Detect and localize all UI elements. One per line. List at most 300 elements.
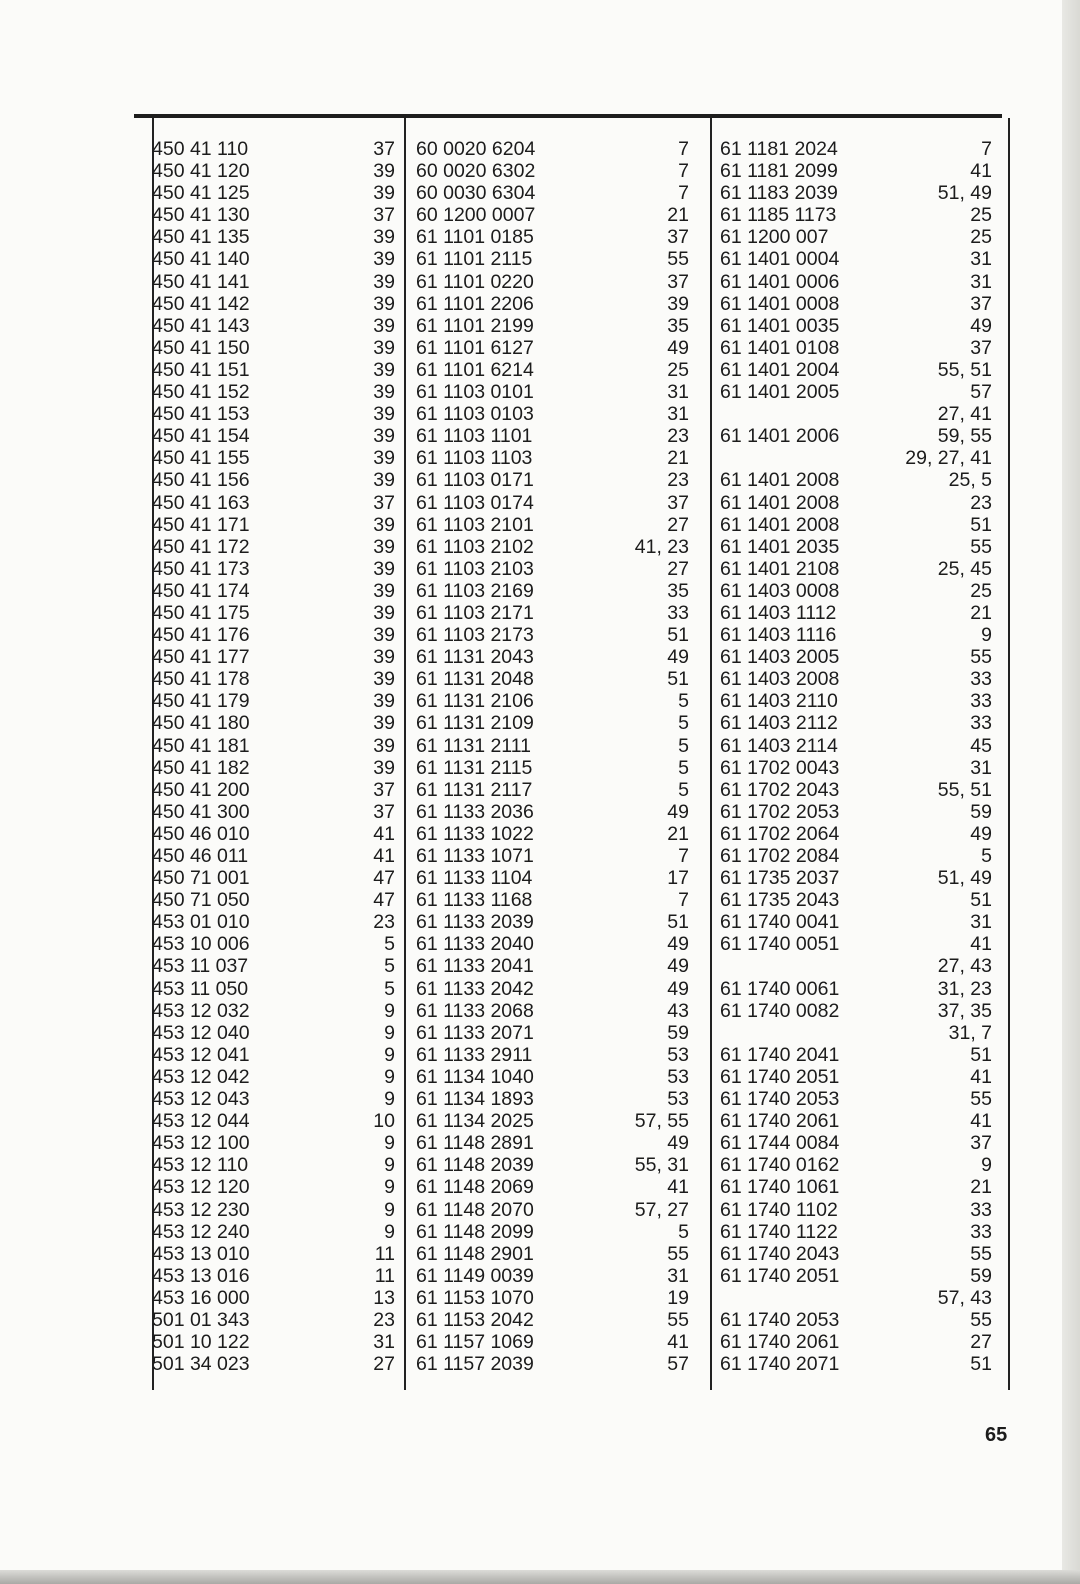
page-reference: 37 <box>970 336 992 359</box>
index-row <box>416 359 689 381</box>
index-row <box>720 646 992 668</box>
page-reference: 13 <box>373 1286 395 1309</box>
part-code: 61 1702 0043 <box>720 756 840 779</box>
page-reference: 9 <box>384 999 395 1022</box>
page-reference: 23 <box>373 1308 395 1331</box>
part-code: 61 1401 0004 <box>720 248 840 271</box>
part-code: 453 13 010 <box>152 1242 250 1265</box>
page-reference: 49 <box>667 336 689 359</box>
index-row <box>720 1110 992 1132</box>
index-row <box>720 867 992 889</box>
index-column-3 <box>720 138 992 1375</box>
page-reference: 41, 23 <box>634 535 689 558</box>
part-code: 450 41 182 <box>152 756 250 779</box>
page-reference: 41 <box>667 1331 689 1354</box>
page-reference: 23 <box>667 469 689 492</box>
part-code: 61 1403 2110 <box>720 690 838 713</box>
page-reference: 5 <box>678 778 689 801</box>
index-row <box>720 558 992 580</box>
page-reference: 7 <box>981 138 992 160</box>
part-code: 61 1131 2115 <box>416 756 533 779</box>
page-reference: 59 <box>970 1264 992 1287</box>
page-reference: 39 <box>373 270 395 293</box>
part-code: 61 1401 2005 <box>720 381 840 404</box>
page-reference: 9 <box>384 1088 395 1111</box>
part-code <box>720 1287 938 1309</box>
part-code: 61 1134 1040 <box>416 1065 534 1088</box>
page-reference: 37 <box>667 270 689 293</box>
index-row <box>720 955 992 977</box>
part-code: 61 1131 2109 <box>416 712 534 735</box>
index-row <box>416 735 689 757</box>
part-code: 450 41 173 <box>152 557 250 580</box>
part-code: 61 1148 2070 <box>416 1198 534 1221</box>
page-reference: 39 <box>373 646 395 669</box>
part-code: 450 41 200 <box>152 778 250 801</box>
part-code: 61 1740 2043 <box>720 1242 840 1265</box>
page-reference: 55 <box>970 646 992 669</box>
part-code: 61 1401 2008 <box>720 513 840 536</box>
index-row <box>720 712 992 734</box>
page-reference: 55 <box>667 1308 689 1331</box>
part-code: 61 1101 2206 <box>416 292 534 315</box>
part-code: 453 01 010 <box>152 911 250 934</box>
index-row <box>720 226 992 248</box>
index-row <box>416 933 689 955</box>
page-reference: 31, 7 <box>948 1021 992 1044</box>
part-code: 61 1740 2051 <box>720 1065 840 1088</box>
index-row <box>152 337 395 359</box>
index-row <box>416 1199 689 1221</box>
part-code: 61 1101 0185 <box>416 226 534 249</box>
index-row <box>720 1000 992 1022</box>
page-reference: 27 <box>667 557 689 580</box>
index-row <box>720 602 992 624</box>
part-code: 450 41 181 <box>152 734 250 757</box>
index-row <box>416 558 689 580</box>
page-reference: 5 <box>678 734 689 757</box>
part-code: 61 1101 6127 <box>416 336 534 359</box>
index-row <box>416 602 689 624</box>
index-row <box>720 204 992 226</box>
index-row <box>720 1331 992 1353</box>
index-row <box>152 1088 395 1110</box>
index-row <box>152 845 395 867</box>
page-reference: 7 <box>678 160 689 183</box>
column-divider-right <box>1008 118 1010 1390</box>
part-code: 61 1131 2106 <box>416 690 534 713</box>
page-reference: 49 <box>667 1132 689 1155</box>
part-code: 450 41 177 <box>152 646 250 669</box>
part-code: 61 1134 1893 <box>416 1088 534 1111</box>
page-reference: 49 <box>667 933 689 956</box>
index-row <box>416 182 689 204</box>
page-reference: 55 <box>970 1242 992 1265</box>
page-reference: 51 <box>667 911 689 934</box>
page-reference: 35 <box>667 314 689 337</box>
index-row <box>416 315 689 337</box>
index-row <box>720 138 992 160</box>
index-row <box>720 580 992 602</box>
index-row <box>152 160 395 182</box>
index-row <box>720 447 992 469</box>
page-reference: 17 <box>667 867 689 890</box>
index-row <box>152 1176 395 1198</box>
page-reference: 51 <box>970 889 992 912</box>
page-reference: 49 <box>667 800 689 823</box>
part-code: 450 46 011 <box>152 845 249 867</box>
part-code: 61 1702 2064 <box>720 822 840 845</box>
page-reference: 7 <box>678 138 689 160</box>
column-divider-2 <box>710 118 712 1390</box>
page-reference: 51, 49 <box>937 182 992 205</box>
index-row <box>152 403 395 425</box>
part-code: 61 1133 1071 <box>416 845 534 867</box>
part-code: 61 1702 2084 <box>720 845 840 867</box>
part-code: 61 1403 2005 <box>720 646 840 669</box>
part-code: 501 01 343 <box>152 1308 250 1331</box>
index-row <box>416 911 689 933</box>
part-code: 61 1740 0051 <box>720 933 840 956</box>
index-row <box>416 226 689 248</box>
index-row <box>152 1243 395 1265</box>
part-code: 61 1401 0035 <box>720 314 840 337</box>
page-reference: 39 <box>373 535 395 558</box>
index-row <box>416 1287 689 1309</box>
part-code: 61 1103 2101 <box>416 513 534 536</box>
part-code: 61 1101 2199 <box>416 314 534 337</box>
scan-edge-right <box>1062 0 1080 1584</box>
part-code: 61 1181 2099 <box>720 160 838 183</box>
index-row <box>152 580 395 602</box>
page-reference: 39 <box>373 248 395 271</box>
part-code: 450 41 140 <box>152 248 250 271</box>
index-row <box>152 558 395 580</box>
index-row <box>416 447 689 469</box>
index-row <box>152 1066 395 1088</box>
index-row <box>416 1132 689 1154</box>
part-code: 61 1403 1112 <box>720 601 837 624</box>
index-row <box>416 492 689 514</box>
part-code: 453 12 032 <box>152 999 250 1022</box>
page-reference: 21 <box>667 822 689 845</box>
part-code: 450 71 001 <box>152 867 250 890</box>
index-row <box>416 1176 689 1198</box>
index-row <box>720 668 992 690</box>
part-code: 61 1401 2108 <box>720 557 840 580</box>
part-code: 453 12 120 <box>152 1176 250 1199</box>
page-reference: 33 <box>970 1198 992 1221</box>
index-row <box>416 1331 689 1353</box>
index-row <box>152 248 395 270</box>
part-code: 450 41 142 <box>152 292 250 315</box>
page-reference: 51 <box>970 1353 992 1376</box>
part-code: 61 1702 2053 <box>720 800 840 823</box>
part-code: 453 12 110 <box>152 1154 249 1177</box>
page-reference: 39 <box>373 381 395 404</box>
index-row <box>152 293 395 315</box>
page-reference: 39 <box>373 314 395 337</box>
part-code: 61 1740 2061 <box>720 1110 840 1133</box>
part-code: 453 12 042 <box>152 1065 250 1088</box>
index-row <box>416 690 689 712</box>
index-row <box>416 668 689 690</box>
part-code <box>720 955 938 977</box>
index-row <box>152 911 395 933</box>
index-row <box>720 469 992 491</box>
page-reference: 31 <box>667 381 689 404</box>
index-row <box>152 138 395 160</box>
part-code: 61 1401 0006 <box>720 270 840 293</box>
index-row <box>720 492 992 514</box>
index-row <box>416 204 689 226</box>
index-row <box>152 889 395 911</box>
index-row <box>152 469 395 491</box>
part-code: 61 1101 0220 <box>416 270 534 293</box>
index-row <box>720 1088 992 1110</box>
page-reference: 31 <box>970 911 992 934</box>
index-row <box>152 536 395 558</box>
page-reference: 5 <box>678 712 689 735</box>
part-code: 61 1403 0008 <box>720 579 840 602</box>
index-row <box>152 514 395 536</box>
index-row <box>720 271 992 293</box>
index-row <box>152 757 395 779</box>
index-row <box>152 690 395 712</box>
index-row <box>152 425 395 447</box>
index-row <box>152 315 395 337</box>
page-reference: 39 <box>373 734 395 757</box>
part-code: 61 1103 1101 <box>416 425 533 448</box>
page-reference: 25, 5 <box>948 469 992 492</box>
index-row <box>720 1154 992 1176</box>
page-reference: 9 <box>384 1065 395 1088</box>
index-row <box>416 248 689 270</box>
page-reference: 41 <box>970 933 992 956</box>
part-code: 501 10 122 <box>152 1331 250 1354</box>
part-code: 61 1101 2115 <box>416 248 533 271</box>
index-row <box>720 1022 992 1044</box>
page-reference: 39 <box>667 292 689 315</box>
part-code: 450 71 050 <box>152 889 250 912</box>
page-reference: 49 <box>667 977 689 1000</box>
part-code: 60 0020 6302 <box>416 160 536 183</box>
part-code: 61 1740 0082 <box>720 999 840 1022</box>
part-code: 450 41 163 <box>152 491 250 514</box>
part-code: 61 1401 2035 <box>720 535 840 558</box>
index-row <box>720 1044 992 1066</box>
page-reference: 39 <box>373 292 395 315</box>
part-code: 61 1131 2111 <box>416 734 531 757</box>
index-row <box>720 536 992 558</box>
page-reference: 9 <box>384 1198 395 1221</box>
index-row <box>720 624 992 646</box>
page-reference: 37, 35 <box>937 999 992 1022</box>
part-code: 453 10 006 <box>152 933 250 956</box>
part-code: 61 1133 2042 <box>416 977 534 1000</box>
index-row <box>720 160 992 182</box>
index-row <box>152 646 395 668</box>
page-number: 65 <box>985 1424 1008 1446</box>
page-reference: 39 <box>373 403 395 426</box>
index-row <box>720 690 992 712</box>
page-reference: 37 <box>667 491 689 514</box>
part-code: 61 1401 2008 <box>720 491 840 514</box>
part-code: 450 41 154 <box>152 425 250 448</box>
page-reference: 57 <box>970 381 992 404</box>
page-reference: 31 <box>667 403 689 426</box>
part-code: 450 41 175 <box>152 601 250 624</box>
page-reference: 33 <box>970 712 992 735</box>
page-reference: 39 <box>373 358 395 381</box>
part-code: 61 1131 2043 <box>416 646 534 669</box>
page-reference: 37 <box>667 226 689 249</box>
index-row <box>720 1199 992 1221</box>
page-reference: 5 <box>678 756 689 779</box>
index-row <box>720 359 992 381</box>
index-row <box>416 1353 689 1375</box>
part-code: 453 12 040 <box>152 1021 250 1044</box>
index-row <box>416 425 689 447</box>
page-reference: 55 <box>970 1088 992 1111</box>
page-reference: 5 <box>384 977 395 1000</box>
index-row <box>720 315 992 337</box>
page-reference: 55 <box>667 248 689 271</box>
part-code: 61 1103 0101 <box>416 381 534 404</box>
page-reference: 39 <box>373 756 395 779</box>
part-code: 61 1148 2069 <box>416 1176 534 1199</box>
page-reference: 57 <box>667 1353 689 1376</box>
page-reference: 41 <box>970 1110 992 1133</box>
page-reference: 37 <box>373 204 395 227</box>
index-row <box>416 469 689 491</box>
index-row <box>416 757 689 779</box>
index-row <box>416 1088 689 1110</box>
page-reference: 7 <box>678 845 689 867</box>
part-code: 61 1401 2008 <box>720 469 840 492</box>
part-code: 61 1740 2051 <box>720 1264 840 1287</box>
index-row <box>416 1022 689 1044</box>
page-reference: 9 <box>384 1154 395 1177</box>
page-reference: 59 <box>970 800 992 823</box>
page-reference: 5 <box>384 933 395 956</box>
part-code: 450 41 172 <box>152 535 250 558</box>
part-code: 450 41 153 <box>152 403 250 426</box>
index-row <box>720 757 992 779</box>
index-row <box>152 1199 395 1221</box>
index-row <box>152 1044 395 1066</box>
page-reference: 57, 27 <box>634 1198 689 1221</box>
part-code: 61 1157 2039 <box>416 1353 534 1376</box>
index-row <box>720 403 992 425</box>
page-reference: 49 <box>667 955 689 978</box>
part-code: 61 1133 2071 <box>416 1021 534 1044</box>
index-row <box>416 138 689 160</box>
page-reference: 39 <box>373 226 395 249</box>
page-reference: 27 <box>970 1331 992 1354</box>
part-code: 61 1133 2036 <box>416 800 534 823</box>
part-code: 450 41 174 <box>152 579 250 602</box>
part-code: 61 1702 2043 <box>720 778 840 801</box>
page-reference: 49 <box>970 314 992 337</box>
index-row <box>416 403 689 425</box>
page-reference: 27 <box>667 513 689 536</box>
page-reference: 37 <box>373 138 395 160</box>
page-reference: 9 <box>384 1176 395 1199</box>
page-reference: 7 <box>678 889 689 912</box>
part-code: 450 41 171 <box>152 513 250 536</box>
page-reference: 39 <box>373 336 395 359</box>
index-row <box>152 381 395 403</box>
part-code: 61 1200 007 <box>720 226 829 249</box>
index-row <box>416 1066 689 1088</box>
part-code: 61 1103 2173 <box>416 624 534 647</box>
page-reference: 33 <box>970 690 992 713</box>
part-code: 501 34 023 <box>152 1353 250 1376</box>
index-row <box>152 182 395 204</box>
page-reference: 11 <box>374 1242 395 1265</box>
page-reference: 25 <box>667 358 689 381</box>
index-row <box>152 823 395 845</box>
part-code: 450 41 141 <box>152 270 250 293</box>
index-row <box>720 779 992 801</box>
part-code: 61 1740 0162 <box>720 1154 840 1177</box>
page-reference: 57, 43 <box>937 1286 992 1309</box>
index-row <box>416 889 689 911</box>
part-code: 61 1133 2041 <box>416 955 534 978</box>
index-row <box>152 1331 395 1353</box>
index-row <box>152 1132 395 1154</box>
page-reference: 9 <box>384 1132 395 1155</box>
part-code: 61 1403 1116 <box>720 624 837 647</box>
page-reference: 53 <box>667 1043 689 1066</box>
index-row <box>152 779 395 801</box>
part-code: 61 1740 1061 <box>720 1176 840 1199</box>
part-code: 61 1148 2901 <box>416 1242 534 1265</box>
part-code: 61 1740 2053 <box>720 1308 840 1331</box>
page-reference: 31 <box>667 1264 689 1287</box>
part-code: 61 1133 2911 <box>416 1043 533 1066</box>
part-code: 61 1133 2068 <box>416 999 534 1022</box>
part-code: 61 1740 0061 <box>720 977 840 1000</box>
page-reference: 35 <box>667 579 689 602</box>
part-code: 61 1103 0103 <box>416 403 534 426</box>
page-reference: 25 <box>970 579 992 602</box>
index-row <box>416 536 689 558</box>
page-reference: 9 <box>384 1021 395 1044</box>
index-row <box>152 735 395 757</box>
part-code: 453 12 100 <box>152 1132 250 1155</box>
part-code: 453 12 043 <box>152 1088 250 1111</box>
page-reference: 39 <box>373 182 395 205</box>
page-reference: 41 <box>970 160 992 183</box>
index-row <box>416 801 689 823</box>
page-reference: 39 <box>373 579 395 602</box>
index-row <box>416 1243 689 1265</box>
index-row <box>720 1287 992 1309</box>
index-row <box>152 1022 395 1044</box>
part-code: 61 1735 2043 <box>720 889 840 912</box>
part-code: 450 41 179 <box>152 690 250 713</box>
page-reference: 31 <box>970 270 992 293</box>
page-reference: 9 <box>981 1154 992 1177</box>
page-reference: 39 <box>373 557 395 580</box>
index-row <box>720 1243 992 1265</box>
page-reference: 10 <box>373 1110 395 1133</box>
page-reference: 9 <box>981 624 992 647</box>
part-code: 61 1740 0041 <box>720 911 840 934</box>
part-code: 61 1740 2053 <box>720 1088 840 1111</box>
